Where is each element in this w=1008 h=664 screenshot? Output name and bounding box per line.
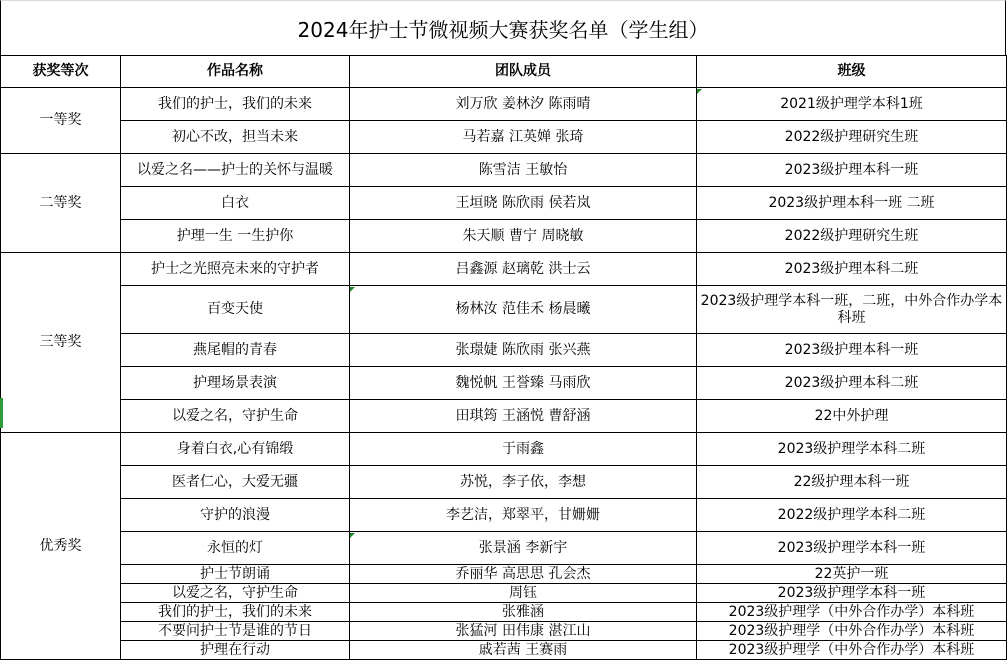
- table-row: [1, 532, 1007, 565]
- award-table: [0, 55, 1007, 660]
- work-title-cell[interactable]: 我们的护士，我们的未来: [121, 603, 350, 622]
- header-team-members[interactable]: 团队成员: [350, 56, 697, 88]
- table-row: [1, 367, 1007, 400]
- team-members-cell[interactable]: 吕鑫源 赵璃乾 洪士云: [350, 253, 697, 286]
- table-row: [1, 641, 1007, 660]
- header-work-title[interactable]: 作品名称: [121, 56, 350, 88]
- team-members-cell[interactable]: 刘万欣 姜林汐 陈雨晴: [350, 88, 697, 121]
- work-title-cell[interactable]: 守护的浪漫: [121, 499, 350, 532]
- class-cell[interactable]: 2021级护理学本科1班: [697, 88, 1007, 121]
- team-members-cell[interactable]: 戚若茜 王赛雨: [350, 641, 697, 660]
- class-cell[interactable]: 2023级护理学本科二班: [697, 433, 1007, 466]
- work-title-cell[interactable]: 百变天使: [121, 286, 350, 334]
- row-selection-indicator: [0, 398, 3, 428]
- table-row: [1, 334, 1007, 367]
- team-members-cell[interactable]: 周钰: [350, 584, 697, 603]
- table-row: [1, 466, 1007, 499]
- work-title-cell[interactable]: 身着白衣,心有锦缎: [121, 433, 350, 466]
- award-level-cell[interactable]: 二等奖: [1, 154, 121, 253]
- table-row: [1, 121, 1007, 154]
- table-row: [1, 253, 1007, 286]
- class-cell[interactable]: 2023级护理学（中外合作办学）本科班: [697, 603, 1007, 622]
- table-row: [1, 154, 1007, 187]
- class-cell[interactable]: 22中外护理: [697, 400, 1007, 433]
- cell-comment-marker: [697, 89, 702, 94]
- team-members-cell[interactable]: 张景涵 李新宇: [350, 532, 697, 565]
- team-members-cell[interactable]: 田琪筠 王涵悦 曹舒涵: [350, 400, 697, 433]
- work-title-cell[interactable]: 护理一生 一生护你: [121, 220, 350, 253]
- team-members-cell[interactable]: 王垣晓 陈欣雨 侯若岚: [350, 187, 697, 220]
- table-row: [1, 88, 1007, 121]
- team-members-cell[interactable]: 张猛河 田伟康 湛江山: [350, 622, 697, 641]
- team-members-cell[interactable]: 乔丽华 高思思 孔会杰: [350, 565, 697, 584]
- class-cell[interactable]: 2023级护理本科二班: [697, 253, 1007, 286]
- work-title-cell[interactable]: 护士之光照亮未来的守护者: [121, 253, 350, 286]
- class-cell[interactable]: 2023级护理本科一班 二班: [697, 187, 1007, 220]
- work-title-cell[interactable]: 护士节朗诵: [121, 565, 350, 584]
- header-row: [1, 56, 1007, 88]
- table-row: [1, 622, 1007, 641]
- table-row: [1, 400, 1007, 433]
- sheet-title: 2024年护士节微视频大赛获奖名单（学生组）: [0, 0, 1006, 55]
- team-members-cell[interactable]: 朱天顺 曹宁 周晓敏: [350, 220, 697, 253]
- table-row: [1, 220, 1007, 253]
- team-members-cell[interactable]: 李艺洁，郑翠平，甘姗姗: [350, 499, 697, 532]
- table-row: [1, 286, 1007, 334]
- team-members-cell[interactable]: 马若嘉 江英婵 张琦: [350, 121, 697, 154]
- class-cell[interactable]: 2022级护理学本科二班: [697, 499, 1007, 532]
- class-cell[interactable]: 22级护理本科一班: [697, 466, 1007, 499]
- class-cell[interactable]: 2023级护理学本科一班，二班，中外合作办学本科班: [697, 286, 1007, 334]
- award-level-cell[interactable]: 优秀奖: [1, 433, 121, 660]
- work-title-cell[interactable]: 燕尾帽的青春: [121, 334, 350, 367]
- award-level-cell[interactable]: 一等奖: [1, 88, 121, 154]
- class-cell[interactable]: 2022级护理研究生班: [697, 121, 1007, 154]
- work-title-cell[interactable]: 白衣: [121, 187, 350, 220]
- team-members-cell[interactable]: 杨林汝 范佳禾 杨晨曦: [350, 286, 697, 334]
- class-cell[interactable]: 2023级护理学（中外合作办学）本科班: [697, 622, 1007, 641]
- header-award-level[interactable]: 获奖等次: [1, 56, 121, 88]
- class-cell[interactable]: 2023级护理本科一班: [697, 154, 1007, 187]
- cell-comment-marker: [350, 287, 355, 292]
- table-row: [1, 584, 1007, 603]
- work-title-cell[interactable]: 永恒的灯: [121, 532, 350, 565]
- work-title-cell[interactable]: 不要问护士节是谁的节日: [121, 622, 350, 641]
- work-title-cell[interactable]: 初心不改，担当未来: [121, 121, 350, 154]
- team-members-cell[interactable]: 张雅涵: [350, 603, 697, 622]
- work-title-cell[interactable]: 医者仁心，大爱无疆: [121, 466, 350, 499]
- team-members-cell[interactable]: 陈雪洁 王敏怡: [350, 154, 697, 187]
- cell-comment-marker: [350, 533, 355, 538]
- class-cell[interactable]: 22英护一班: [697, 565, 1007, 584]
- class-cell[interactable]: 2023级护理学本科一班: [697, 584, 1007, 603]
- work-title-cell[interactable]: 以爱之名，守护生命: [121, 400, 350, 433]
- work-title-cell[interactable]: 以爱之名，守护生命: [121, 584, 350, 603]
- class-cell[interactable]: 2023级护理学（中外合作办学）本科班: [697, 641, 1007, 660]
- class-cell[interactable]: 2023级护理学本科一班: [697, 532, 1007, 565]
- team-members-cell[interactable]: 张璟婕 陈欣雨 张兴燕: [350, 334, 697, 367]
- work-title-cell[interactable]: 以爱之名——护士的关怀与温暖: [121, 154, 350, 187]
- table-row: [1, 499, 1007, 532]
- work-title-cell[interactable]: 护理场景表演: [121, 367, 350, 400]
- table-row: [1, 433, 1007, 466]
- class-cell[interactable]: 2023级护理本科一班: [697, 334, 1007, 367]
- work-title-cell[interactable]: 我们的护士，我们的未来: [121, 88, 350, 121]
- team-members-cell[interactable]: 于雨鑫: [350, 433, 697, 466]
- class-cell[interactable]: 2022级护理研究生班: [697, 220, 1007, 253]
- header-class[interactable]: 班级: [697, 56, 1007, 88]
- table-row: [1, 565, 1007, 584]
- work-title-cell[interactable]: 护理在行动: [121, 641, 350, 660]
- class-cell[interactable]: 2023级护理本科二班: [697, 367, 1007, 400]
- table-row: [1, 603, 1007, 622]
- team-members-cell[interactable]: 魏悦帆 王誉臻 马雨欣: [350, 367, 697, 400]
- award-level-cell[interactable]: 三等奖: [1, 253, 121, 433]
- team-members-cell[interactable]: 苏悦，李子依，李想: [350, 466, 697, 499]
- table-row: [1, 187, 1007, 220]
